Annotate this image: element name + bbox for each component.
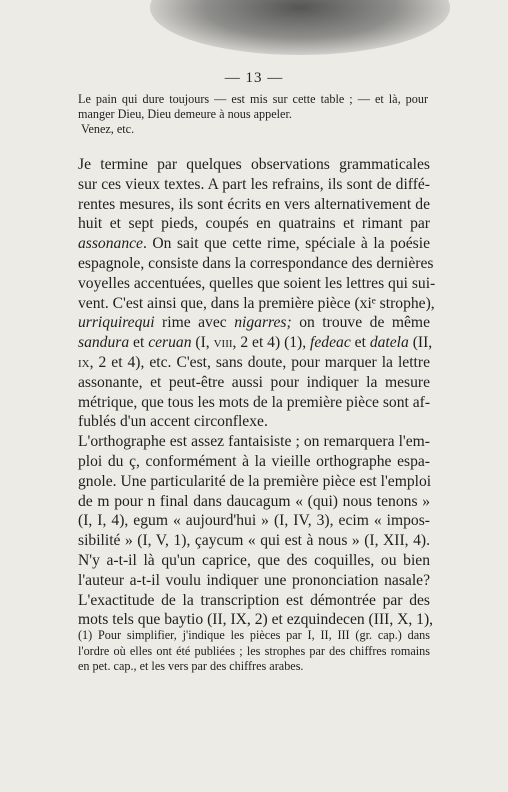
footnote-line: (1) Pour simplifier, j'indique les pièces par I, II, III (gr. cap.) dans [78,628,430,642]
text-line: N'y a-t-il là qu'un caprice, que des coquilles, ou bien [78,551,430,569]
verse-block [78,92,428,137]
text-line: urriquirequi rime avec nigarres; on trouve de même [78,314,430,332]
text-line: espagnole, consiste dans la correspondance des dernières [78,254,434,272]
text-line: L'orthographe est assez fantaisiste ; on remarquera l'em- [78,433,430,451]
text-line: métrique, que tous les mots de la première pièce sont af- [78,393,431,411]
text-line: l'auteur a-t-il voulu indiquer une prononciation nasale? [78,571,430,589]
text-line: huit et sept pieds, coupés en quatrains et rimant par [78,215,430,233]
text-line: (I, I, 4), egum « aujourd'hui » (I, IV, 3), ecim « impos- [78,512,430,530]
text-line: gnole. Une particularité de la première pièce est l'emploi [78,472,432,490]
text-line: fublés d'un accent circonflexe. [78,413,268,431]
footnote [78,628,430,675]
text-line: Je termine par quelques observations grammaticales [78,156,430,173]
verse-line-2: manger Dieu, Dieu demeure à nous appeler. [78,107,292,121]
text-line: sandura et ceruan (I, viii, 2 et 4) (1), fedeac et datela (II, [78,334,433,352]
text-line: rentes mesures, ils sont écrits en vers alternativement de [78,195,430,213]
footnote-line: l'ordre où elles ont été publiées ; les strophes par des chiffres romains [78,643,430,658]
text-line: mots tels que baytio (II, IX, 2) et ezquindecen (III, X, 1), [78,611,434,629]
footnote-line: en pet. cap., et les vers par des chiffres arabes. [78,659,304,674]
text-line: assonante, et peut-être aussi pour indiquer la mesure [78,373,430,391]
main-text [78,155,436,630]
text-line: ploi du ç, conformément à la vieille orthographe espa- [78,452,430,470]
text-line: assonance. On sait que cette rime, spéciale à la poésie [78,235,430,253]
ink-stain [150,0,450,55]
text-line: sibilité » (I, V, 1), çaycum « qui est à nous » (I, XII, 4). [78,532,430,550]
text-line: ix, 2 et 4), etc. C'est, sans doute, pour marquer la lettre [78,353,430,371]
text-line: vent. C'est ainsi que, dans la première pièce (xiᵉ strophe), [78,294,435,312]
text-line: L'exactitude de la transcription est démontrée par des [78,591,430,609]
page-number: — 13 — [224,70,284,86]
text-line: voyelles accentuées, quelles que soient les lettres qui sui- [78,274,436,292]
verse-refrain: Venez, etc. [81,122,135,136]
text-line: sur ces vieux textes. A part les refrains, ils sont de diffé- [78,175,430,193]
verse-line-1: Le pain qui dure toujours — est mis sur cette table ; — et là, pour [78,92,428,106]
text-line: de m pour n final dans daucagum « (qui) nous tenons » [78,492,430,510]
